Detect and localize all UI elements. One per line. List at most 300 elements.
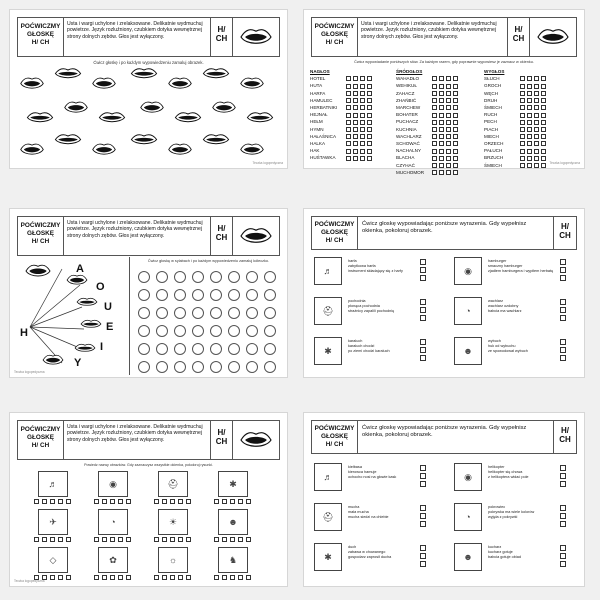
check-box[interactable] [346,91,351,96]
check-box[interactable] [520,84,525,89]
check-box[interactable] [541,156,546,161]
check-box[interactable] [66,499,71,504]
syllable-circle[interactable] [138,271,150,283]
check-box[interactable] [560,545,566,551]
mouth-icon[interactable] [202,132,230,152]
syllable-circle[interactable] [174,271,186,283]
check-box[interactable] [367,156,372,161]
check-box[interactable] [346,113,351,118]
syllable-circle[interactable] [228,289,240,301]
check-box[interactable] [214,575,219,580]
syllable-circle[interactable] [228,271,240,283]
check-box[interactable] [446,105,451,110]
check-box[interactable] [154,499,159,504]
check-box[interactable] [534,91,539,96]
syllable-circle[interactable] [192,325,204,337]
syllable-circle[interactable] [264,271,276,283]
check-box[interactable] [560,259,566,265]
check-box[interactable] [560,553,566,559]
syllable-circle[interactable] [138,343,150,355]
check-box[interactable] [527,127,532,132]
check-box[interactable] [170,575,175,580]
syllable-circle[interactable] [228,343,240,355]
check-box[interactable] [230,575,235,580]
check-box[interactable] [353,91,358,96]
check-box[interactable] [432,127,437,132]
check-box[interactable] [367,98,372,103]
check-box[interactable] [126,575,131,580]
check-box[interactable] [439,149,444,154]
syllable-circle[interactable] [264,343,276,355]
check-box[interactable] [560,315,566,321]
check-box[interactable] [453,105,458,110]
check-box[interactable] [439,141,444,146]
check-box[interactable] [420,505,426,511]
check-box[interactable] [439,84,444,89]
check-box[interactable] [534,156,539,161]
check-box[interactable] [420,339,426,345]
check-box[interactable] [353,134,358,139]
check-box[interactable] [353,98,358,103]
syllable-circle[interactable] [264,289,276,301]
check-box[interactable] [446,170,451,175]
check-box[interactable] [360,98,365,103]
check-box[interactable] [541,134,546,139]
syllable-circle[interactable] [138,325,150,337]
syllable-circle[interactable] [246,271,258,283]
check-box[interactable] [520,120,525,125]
check-box[interactable] [367,91,372,96]
syllable-circle[interactable] [156,361,168,373]
check-box[interactable] [367,120,372,125]
check-box[interactable] [34,499,39,504]
check-box[interactable] [420,513,426,519]
check-box[interactable] [353,127,358,132]
check-box[interactable] [439,127,444,132]
mouth-icon[interactable] [238,142,266,162]
check-box[interactable] [420,465,426,471]
check-box[interactable] [222,575,227,580]
syllable-circle[interactable] [246,289,258,301]
check-box[interactable] [178,499,183,504]
syllable-circle[interactable] [192,361,204,373]
check-box[interactable] [453,120,458,125]
check-box[interactable] [346,149,351,154]
check-box[interactable] [214,499,219,504]
check-box[interactable] [560,307,566,313]
syllable-circle[interactable] [192,307,204,319]
check-box[interactable] [118,575,123,580]
syllable-circle[interactable] [174,361,186,373]
syllable-circle[interactable] [174,289,186,301]
check-box[interactable] [94,575,99,580]
mouth-icon[interactable] [18,142,46,162]
check-box[interactable] [560,513,566,519]
check-box[interactable] [432,156,437,161]
check-box[interactable] [541,113,546,118]
check-box[interactable] [560,505,566,511]
syllable-circle[interactable] [138,361,150,373]
mouth-icon[interactable] [90,76,118,96]
syllable-circle[interactable] [246,307,258,319]
syllable-circle[interactable] [156,343,168,355]
check-box[interactable] [420,545,426,551]
check-box[interactable] [432,91,437,96]
check-box[interactable] [560,267,566,273]
check-box[interactable] [186,499,191,504]
syllable-circle[interactable] [210,361,222,373]
syllable-circle[interactable] [210,271,222,283]
check-box[interactable] [58,499,63,504]
check-box[interactable] [560,347,566,353]
check-box[interactable] [446,84,451,89]
check-box[interactable] [118,537,123,542]
check-box[interactable] [367,113,372,118]
check-box[interactable] [560,481,566,487]
check-box[interactable] [432,84,437,89]
check-box[interactable] [367,76,372,81]
check-box[interactable] [50,537,55,542]
check-box[interactable] [186,537,191,542]
check-box[interactable] [420,561,426,567]
check-box[interactable] [346,156,351,161]
check-box[interactable] [346,134,351,139]
check-box[interactable] [541,120,546,125]
syllable-circle[interactable] [210,307,222,319]
check-box[interactable] [420,275,426,281]
syllable-circle[interactable] [174,325,186,337]
check-box[interactable] [439,156,444,161]
syllable-circle[interactable] [264,361,276,373]
check-box[interactable] [367,141,372,146]
check-box[interactable] [420,259,426,265]
check-box[interactable] [534,105,539,110]
check-box[interactable] [560,355,566,361]
check-box[interactable] [446,76,451,81]
check-box[interactable] [520,134,525,139]
check-box[interactable] [453,134,458,139]
check-box[interactable] [353,84,358,89]
check-box[interactable] [439,76,444,81]
syllable-circle[interactable] [156,289,168,301]
check-box[interactable] [353,113,358,118]
check-box[interactable] [520,156,525,161]
check-box[interactable] [102,537,107,542]
check-box[interactable] [246,537,251,542]
mouth-icon[interactable] [166,142,194,162]
check-box[interactable] [541,127,546,132]
syllable-circle[interactable] [264,307,276,319]
check-box[interactable] [446,127,451,132]
check-box[interactable] [246,575,251,580]
check-box[interactable] [360,76,365,81]
check-box[interactable] [541,149,546,154]
check-box[interactable] [560,521,566,527]
check-box[interactable] [446,91,451,96]
check-box[interactable] [162,499,167,504]
syllable-circle[interactable] [156,271,168,283]
check-box[interactable] [432,76,437,81]
mouth-icon[interactable] [210,100,238,120]
check-box[interactable] [541,163,546,168]
check-box[interactable] [230,537,235,542]
check-box[interactable] [446,141,451,146]
check-box[interactable] [353,105,358,110]
syllable-circle[interactable] [210,325,222,337]
syllable-circle[interactable] [246,361,258,373]
check-box[interactable] [527,141,532,146]
check-box[interactable] [541,105,546,110]
mouth-icon[interactable] [238,76,266,96]
check-box[interactable] [367,149,372,154]
check-box[interactable] [222,537,227,542]
check-box[interactable] [360,113,365,118]
check-box[interactable] [527,113,532,118]
check-box[interactable] [50,575,55,580]
check-box[interactable] [94,499,99,504]
check-box[interactable] [439,134,444,139]
check-box[interactable] [186,575,191,580]
check-box[interactable] [520,141,525,146]
check-box[interactable] [170,499,175,504]
check-box[interactable] [446,149,451,154]
check-box[interactable] [534,127,539,132]
check-box[interactable] [541,98,546,103]
check-box[interactable] [541,141,546,146]
check-box[interactable] [353,141,358,146]
check-box[interactable] [94,537,99,542]
check-box[interactable] [560,299,566,305]
check-box[interactable] [353,76,358,81]
check-box[interactable] [238,537,243,542]
check-box[interactable] [238,499,243,504]
check-box[interactable] [110,537,115,542]
check-box[interactable] [453,141,458,146]
check-box[interactable] [367,84,372,89]
check-box[interactable] [453,113,458,118]
check-box[interactable] [560,275,566,281]
check-box[interactable] [34,537,39,542]
check-box[interactable] [534,84,539,89]
check-box[interactable] [534,120,539,125]
check-box[interactable] [360,91,365,96]
check-box[interactable] [453,76,458,81]
check-box[interactable] [527,163,532,168]
check-box[interactable] [367,127,372,132]
check-box[interactable] [453,163,458,168]
mouth-icon[interactable] [62,100,90,120]
check-box[interactable] [346,76,351,81]
check-box[interactable] [527,76,532,81]
check-box[interactable] [238,575,243,580]
check-box[interactable] [346,141,351,146]
check-box[interactable] [432,134,437,139]
mouth-icon[interactable] [130,132,158,152]
check-box[interactable] [520,127,525,132]
check-box[interactable] [178,537,183,542]
check-box[interactable] [360,127,365,132]
check-box[interactable] [453,84,458,89]
check-box[interactable] [102,499,107,504]
check-box[interactable] [560,561,566,567]
check-box[interactable] [527,134,532,139]
check-box[interactable] [432,149,437,154]
check-box[interactable] [170,537,175,542]
check-box[interactable] [246,499,251,504]
syllable-circle[interactable] [138,307,150,319]
check-box[interactable] [439,120,444,125]
check-box[interactable] [534,98,539,103]
check-box[interactable] [110,575,115,580]
syllable-circle[interactable] [210,289,222,301]
check-box[interactable] [420,481,426,487]
check-box[interactable] [126,499,131,504]
mouth-icon[interactable] [166,76,194,96]
syllable-circle[interactable] [246,325,258,337]
mouth-icon[interactable] [26,110,54,130]
mouth-icon[interactable] [98,110,126,130]
check-box[interactable] [446,120,451,125]
check-box[interactable] [453,91,458,96]
check-box[interactable] [432,163,437,168]
check-box[interactable] [527,149,532,154]
mouth-icon[interactable] [138,100,166,120]
check-box[interactable] [126,537,131,542]
check-box[interactable] [560,465,566,471]
check-box[interactable] [432,141,437,146]
check-box[interactable] [214,537,219,542]
check-box[interactable] [439,98,444,103]
check-box[interactable] [541,91,546,96]
check-box[interactable] [360,84,365,89]
check-box[interactable] [367,134,372,139]
check-box[interactable] [420,553,426,559]
check-box[interactable] [346,127,351,132]
check-box[interactable] [110,499,115,504]
syllable-circle[interactable] [156,307,168,319]
check-box[interactable] [58,537,63,542]
check-box[interactable] [453,98,458,103]
check-box[interactable] [420,307,426,313]
syllable-circle[interactable] [210,343,222,355]
check-box[interactable] [527,98,532,103]
check-box[interactable] [360,149,365,154]
check-box[interactable] [439,91,444,96]
check-box[interactable] [534,141,539,146]
check-box[interactable] [42,499,47,504]
check-box[interactable] [420,315,426,321]
check-box[interactable] [66,575,71,580]
check-box[interactable] [446,163,451,168]
check-box[interactable] [560,339,566,345]
syllable-circle[interactable] [174,343,186,355]
syllable-circle[interactable] [174,307,186,319]
check-box[interactable] [520,91,525,96]
check-box[interactable] [520,113,525,118]
check-box[interactable] [360,105,365,110]
check-box[interactable] [58,575,63,580]
check-box[interactable] [420,473,426,479]
check-box[interactable] [432,105,437,110]
syllable-circle[interactable] [246,343,258,355]
check-box[interactable] [520,98,525,103]
check-box[interactable] [154,537,159,542]
check-box[interactable] [162,575,167,580]
mouth-icon[interactable] [90,142,118,162]
check-box[interactable] [420,355,426,361]
check-box[interactable] [527,91,532,96]
check-box[interactable] [118,499,123,504]
mouth-icon[interactable] [54,66,82,86]
check-box[interactable] [346,105,351,110]
check-box[interactable] [446,113,451,118]
mouth-icon[interactable] [202,66,230,86]
check-box[interactable] [360,141,365,146]
syllable-circle[interactable] [192,289,204,301]
check-box[interactable] [432,113,437,118]
mouth-icon[interactable] [54,132,82,152]
check-box[interactable] [534,163,539,168]
check-box[interactable] [446,156,451,161]
check-box[interactable] [66,537,71,542]
check-box[interactable] [446,98,451,103]
syllable-circle[interactable] [192,343,204,355]
check-box[interactable] [541,84,546,89]
check-box[interactable] [360,134,365,139]
check-box[interactable] [230,499,235,504]
syllable-circle[interactable] [264,325,276,337]
syllable-circle[interactable] [228,325,240,337]
check-box[interactable] [154,575,159,580]
check-box[interactable] [527,120,532,125]
check-box[interactable] [222,499,227,504]
check-box[interactable] [432,170,437,175]
syllable-circle[interactable] [228,361,240,373]
check-box[interactable] [420,347,426,353]
syllable-circle[interactable] [156,325,168,337]
check-box[interactable] [420,267,426,273]
check-box[interactable] [534,134,539,139]
check-box[interactable] [439,105,444,110]
check-box[interactable] [346,120,351,125]
check-box[interactable] [439,163,444,168]
check-box[interactable] [367,105,372,110]
check-box[interactable] [420,299,426,305]
mouth-icon[interactable] [18,76,46,96]
check-box[interactable] [453,149,458,154]
check-box[interactable] [346,98,351,103]
check-box[interactable] [446,134,451,139]
mouth-icon[interactable] [130,66,158,86]
check-box[interactable] [541,76,546,81]
check-box[interactable] [432,120,437,125]
check-box[interactable] [520,76,525,81]
check-box[interactable] [360,120,365,125]
check-box[interactable] [346,84,351,89]
check-box[interactable] [353,149,358,154]
check-box[interactable] [520,163,525,168]
check-box[interactable] [353,120,358,125]
syllable-circle[interactable] [192,271,204,283]
check-box[interactable] [453,170,458,175]
check-box[interactable] [520,149,525,154]
check-box[interactable] [534,149,539,154]
check-box[interactable] [520,105,525,110]
check-box[interactable] [439,113,444,118]
check-box[interactable] [534,113,539,118]
check-box[interactable] [420,521,426,527]
check-box[interactable] [102,575,107,580]
